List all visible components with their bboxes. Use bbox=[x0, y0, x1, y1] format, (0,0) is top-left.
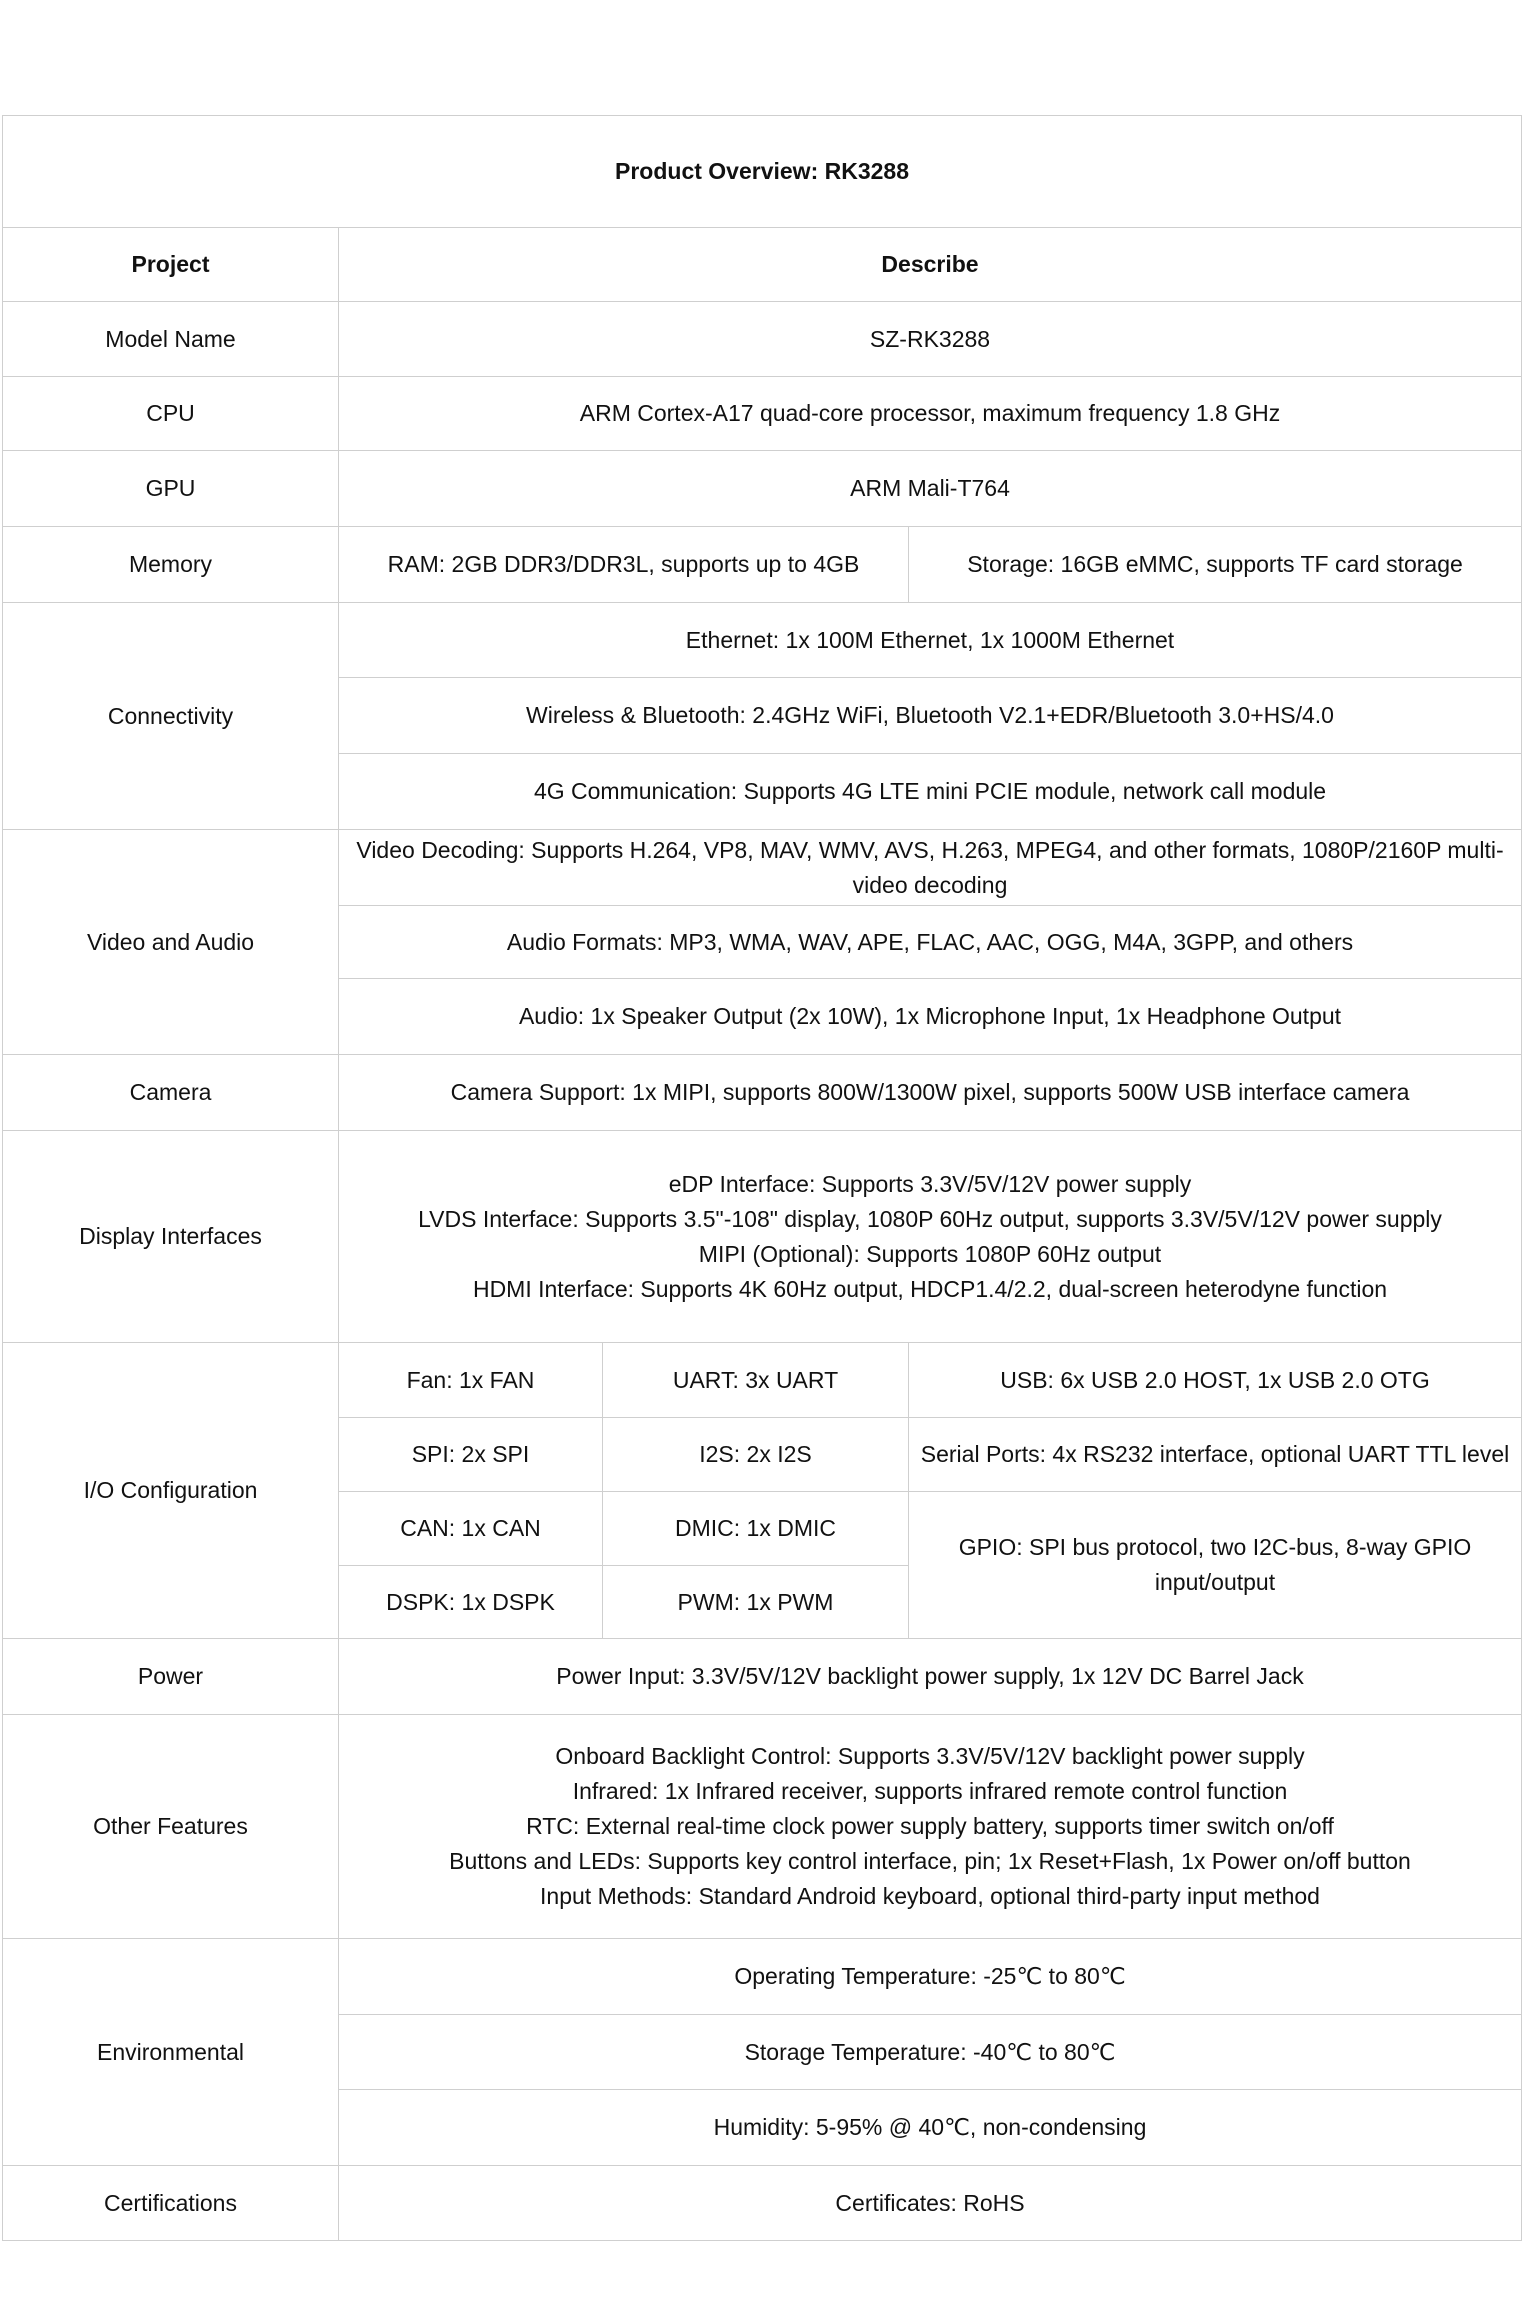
table-title: Product Overview: RK3288 bbox=[3, 116, 1522, 228]
table-row bbox=[3, 527, 1522, 603]
io-uart: UART: 3x UART bbox=[603, 1343, 909, 1418]
table-row bbox=[3, 377, 1522, 451]
other-infrared: Infrared: 1x Infrared receiver, supports infrared remote control function bbox=[572, 1778, 1288, 1804]
memory-storage: Storage: 16GB eMMC, supports TF card storage bbox=[909, 527, 1522, 603]
io-dmic: DMIC: 1x DMIC bbox=[603, 1492, 909, 1566]
model-name-value: SZ-RK3288 bbox=[339, 302, 1522, 377]
audio-io: Audio: 1x Speaker Output (2x 10W), 1x Microphone Input, 1x Headphone Output bbox=[339, 979, 1522, 1055]
io-usb: USB: 6x USB 2.0 HOST, 1x USB 2.0 OTG bbox=[909, 1343, 1522, 1418]
row-label-io: I/O Configuration bbox=[3, 1343, 339, 1639]
display-lvds: LVDS Interface: Supports 3.5"-108" display, 1080P 60Hz output, supports 3.3V/5V/12V power supply bbox=[418, 1205, 1442, 1232]
other-backlight: Onboard Backlight Control: Supports 3.3V/5V/12V backlight power supply bbox=[555, 1743, 1305, 1769]
table-row bbox=[3, 1131, 1522, 1343]
io-fan: Fan: 1x FAN bbox=[339, 1343, 603, 1418]
table-row bbox=[3, 1055, 1522, 1131]
row-label-connectivity: Connectivity bbox=[3, 603, 339, 830]
io-gpio: GPIO: SPI bus protocol, two I2C-bus, 8-way GPIO input/output bbox=[909, 1492, 1522, 1639]
table-row bbox=[3, 451, 1522, 527]
row-label-model-name: Model Name bbox=[3, 302, 339, 377]
display-edp: eDP Interface: Supports 3.3V/5V/12V power supply bbox=[668, 1170, 1192, 1197]
row-label-video-audio: Video and Audio bbox=[3, 830, 339, 1055]
io-spi: SPI: 2x SPI bbox=[339, 1418, 603, 1492]
other-value bbox=[339, 1715, 1522, 1939]
table-row bbox=[3, 1639, 1522, 1715]
other-rtc: RTC: External real-time clock power supply battery, supports timer switch on/off bbox=[526, 1813, 1334, 1839]
row-label-certifications: Certifications bbox=[3, 2166, 339, 2241]
row-label-environmental: Environmental bbox=[3, 1939, 339, 2166]
video-decoding: Video Decoding: Supports H.264, VP8, MAV, WMV, AVS, H.263, MPEG4, and other formats, 1080P/2160P multi-video decoding bbox=[339, 830, 1522, 906]
cpu-value: ARM Cortex-A17 quad-core processor, maximum frequency 1.8 GHz bbox=[339, 377, 1522, 451]
display-hdmi: HDMI Interface: Supports 4K 60Hz output, HDCP1.4/2.2, dual-screen heterodyne function bbox=[472, 1275, 1388, 1302]
row-label-cpu: CPU bbox=[3, 377, 339, 451]
io-i2s: I2S: 2x I2S bbox=[603, 1418, 909, 1492]
env-humidity: Humidity: 5-95% @ 40℃, non-condensing bbox=[339, 2090, 1522, 2166]
table-header-row bbox=[3, 228, 1522, 302]
header-describe: Describe bbox=[339, 228, 1522, 302]
row-label-other: Other Features bbox=[3, 1715, 339, 1939]
row-label-gpu: GPU bbox=[3, 451, 339, 527]
header-project: Project bbox=[3, 228, 339, 302]
display-value bbox=[339, 1131, 1522, 1343]
display-mipi: MIPI (Optional): Supports 1080P 60Hz output bbox=[698, 1240, 1162, 1267]
connectivity-4g: 4G Communication: Supports 4G LTE mini PCIE module, network call module bbox=[339, 754, 1522, 830]
row-label-memory: Memory bbox=[3, 527, 339, 603]
power-value: Power Input: 3.3V/5V/12V backlight power supply, 1x 12V DC Barrel Jack bbox=[339, 1639, 1522, 1715]
gpu-value: ARM Mali-T764 bbox=[339, 451, 1522, 527]
table-row bbox=[3, 1343, 1522, 1418]
connectivity-ethernet: Ethernet: 1x 100M Ethernet, 1x 1000M Ethernet bbox=[339, 603, 1522, 678]
table-row bbox=[3, 302, 1522, 377]
camera-value: Camera Support: 1x MIPI, supports 800W/1300W pixel, supports 500W USB interface camera bbox=[339, 1055, 1522, 1131]
table-row bbox=[3, 603, 1522, 678]
table-title-row bbox=[3, 116, 1522, 228]
memory-ram: RAM: 2GB DDR3/DDR3L, supports up to 4GB bbox=[339, 527, 909, 603]
other-buttons: Buttons and LEDs: Supports key control interface, pin; 1x Reset+Flash, 1x Power on/off button bbox=[449, 1848, 1411, 1874]
row-label-power: Power bbox=[3, 1639, 339, 1715]
certifications-value: Certificates: RoHS bbox=[339, 2166, 1522, 2241]
other-input-methods: Input Methods: Standard Android keyboard, optional third-party input method bbox=[540, 1883, 1320, 1909]
env-operating-temp: Operating Temperature: -25℃ to 80℃ bbox=[339, 1939, 1522, 2015]
io-dspk: DSPK: 1x DSPK bbox=[339, 1566, 603, 1639]
io-serial: Serial Ports: 4x RS232 interface, optional UART TTL level bbox=[909, 1418, 1522, 1492]
table-row bbox=[3, 1939, 1522, 2015]
table-row bbox=[3, 1715, 1522, 1939]
row-label-display: Display Interfaces bbox=[3, 1131, 339, 1343]
io-pwm: PWM: 1x PWM bbox=[603, 1566, 909, 1639]
io-can: CAN: 1x CAN bbox=[339, 1492, 603, 1566]
audio-formats: Audio Formats: MP3, WMA, WAV, APE, FLAC, AAC, OGG, M4A, 3GPP, and others bbox=[339, 906, 1522, 979]
table-row bbox=[3, 2166, 1522, 2241]
row-label-camera: Camera bbox=[3, 1055, 339, 1131]
env-storage-temp: Storage Temperature: -40℃ to 80℃ bbox=[339, 2015, 1522, 2090]
connectivity-wireless: Wireless & Bluetooth: 2.4GHz WiFi, Bluetooth V2.1+EDR/Bluetooth 3.0+HS/4.0 bbox=[339, 678, 1522, 754]
table-row bbox=[3, 830, 1522, 906]
product-spec-table bbox=[2, 115, 1522, 2241]
